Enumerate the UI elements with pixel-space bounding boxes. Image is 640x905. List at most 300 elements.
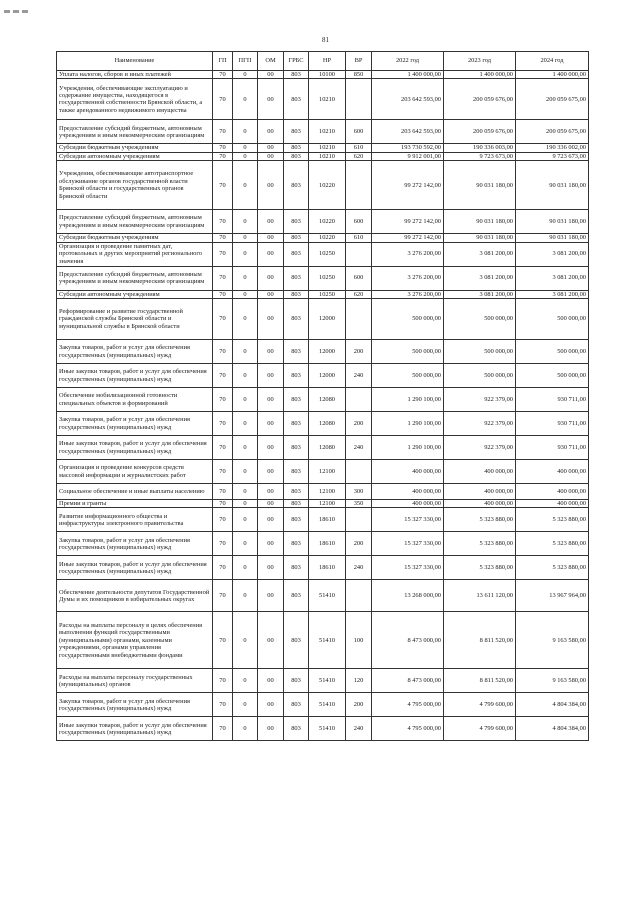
- cell-nr: 18610: [309, 532, 346, 556]
- cell-grbs: 803: [284, 79, 309, 120]
- cell-2022: 193 730 592,00: [372, 144, 444, 152]
- cell-2022: 4 795 000,00: [372, 693, 444, 717]
- cell-name: Расходы на выплаты персоналу в целях обеспечения выполнения функций государственными (муниципальными) органами, казенными учреждениями, органами управления государственными внебюджетными фондами: [57, 612, 213, 669]
- cell-gp: 70: [213, 79, 233, 120]
- cell-pgp: 0: [233, 717, 258, 741]
- cell-name: Реформирование и развитие государственной гражданской службы Брянской области и муниципальной службы в Брянской области: [57, 299, 213, 340]
- cell-om: 00: [258, 266, 284, 290]
- table-row: [57, 500, 589, 508]
- cell-om: 00: [258, 152, 284, 160]
- cell-nr: 18610: [309, 508, 346, 532]
- cell-2022: 15 327 330,00: [372, 532, 444, 556]
- cell-2022: 15 327 330,00: [372, 508, 444, 532]
- cell-2024: 5 323 880,00: [516, 532, 589, 556]
- cell-name: Иные закупки товаров, работ и услуг для обеспечения государственных (муниципальных) нужд: [57, 364, 213, 388]
- cell-om: 00: [258, 693, 284, 717]
- cell-pgp: 0: [233, 234, 258, 242]
- cell-name: Уплата налогов, сборов и иных платежей: [57, 71, 213, 79]
- cell-gp: 70: [213, 234, 233, 242]
- table-row: [57, 388, 589, 412]
- cell-grbs: 803: [284, 144, 309, 152]
- cell-2024: 90 031 180,00: [516, 210, 589, 234]
- cell-2022: 400 000,00: [372, 460, 444, 484]
- cell-om: 00: [258, 340, 284, 364]
- cell-om: 00: [258, 242, 284, 266]
- cell-name: Учреждения, обеспечивающие автотранспортное обслуживание органов государственной власти Брянской области и государственных органов Брянской области: [57, 161, 213, 210]
- cell-pgp: 0: [233, 612, 258, 669]
- cell-pgp: 0: [233, 412, 258, 436]
- cell-nr: 12100: [309, 460, 346, 484]
- cell-grbs: 803: [284, 161, 309, 210]
- cell-pgp: 0: [233, 144, 258, 152]
- cell-pgp: 0: [233, 532, 258, 556]
- cell-om: 00: [258, 436, 284, 460]
- cell-pgp: 0: [233, 120, 258, 144]
- cell-2022: 1 290 100,00: [372, 412, 444, 436]
- cell-grbs: 803: [284, 412, 309, 436]
- cell-nr: 12080: [309, 436, 346, 460]
- cell-grbs: 803: [284, 612, 309, 669]
- cell-gp: 70: [213, 364, 233, 388]
- cell-nr: 51410: [309, 717, 346, 741]
- cell-2022: 99 272 142,00: [372, 234, 444, 242]
- cell-2024: 9 163 580,00: [516, 612, 589, 669]
- cell-gp: 70: [213, 669, 233, 693]
- cell-grbs: 803: [284, 388, 309, 412]
- cell-nr: 12080: [309, 412, 346, 436]
- column-header-nr: НР: [309, 52, 346, 71]
- cell-vr: 240: [346, 364, 372, 388]
- column-header-vr: ВР: [346, 52, 372, 71]
- cell-name: Социальное обеспечение и иные выплаты населению: [57, 484, 213, 500]
- cell-grbs: 803: [284, 580, 309, 612]
- cell-name: Расходы на выплаты персоналу государственных (муниципальных) органов: [57, 669, 213, 693]
- cell-name: Обеспечение деятельности депутатов Государственной Думы и их помощников в избирательных округах: [57, 580, 213, 612]
- cell-vr: 200: [346, 340, 372, 364]
- cell-2022: 203 642 593,00: [372, 120, 444, 144]
- table-row: [57, 669, 589, 693]
- cell-grbs: 803: [284, 71, 309, 79]
- cell-grbs: 803: [284, 484, 309, 500]
- table-row: [57, 120, 589, 144]
- cell-om: 00: [258, 210, 284, 234]
- table-row: [57, 717, 589, 741]
- cell-2022: 9 912 001,00: [372, 152, 444, 160]
- cell-gp: 70: [213, 242, 233, 266]
- cell-grbs: 803: [284, 340, 309, 364]
- cell-2024: 5 323 880,00: [516, 508, 589, 532]
- cell-2023: 1 400 000,00: [444, 71, 516, 79]
- cell-2024: 9 723 673,00: [516, 152, 589, 160]
- cell-nr: 10250: [309, 242, 346, 266]
- cell-2023: 5 323 880,00: [444, 532, 516, 556]
- cell-vr: 200: [346, 412, 372, 436]
- cell-pgp: 0: [233, 364, 258, 388]
- cell-pgp: 0: [233, 299, 258, 340]
- cell-om: 00: [258, 500, 284, 508]
- cell-2024: 500 000,00: [516, 340, 589, 364]
- cell-nr: 12000: [309, 364, 346, 388]
- cell-pgp: 0: [233, 388, 258, 412]
- cell-nr: 10100: [309, 71, 346, 79]
- cell-gp: 70: [213, 500, 233, 508]
- cell-2023: 8 811 520,00: [444, 669, 516, 693]
- cell-pgp: 0: [233, 693, 258, 717]
- cell-pgp: 0: [233, 556, 258, 580]
- cell-2023: 90 031 180,00: [444, 210, 516, 234]
- cell-name: Иные закупки товаров, работ и услуг для обеспечения государственных (муниципальных) нужд: [57, 436, 213, 460]
- cell-2022: 3 276 200,00: [372, 290, 444, 298]
- cell-om: 00: [258, 556, 284, 580]
- cell-2024: 400 000,00: [516, 460, 589, 484]
- cell-gp: 70: [213, 340, 233, 364]
- cell-gp: 70: [213, 161, 233, 210]
- cell-om: 00: [258, 161, 284, 210]
- cell-gp: 70: [213, 436, 233, 460]
- cell-om: 00: [258, 460, 284, 484]
- cell-vr: 600: [346, 120, 372, 144]
- cell-2024: 3 081 200,00: [516, 242, 589, 266]
- cell-grbs: 803: [284, 532, 309, 556]
- cell-2024: 930 711,00: [516, 388, 589, 412]
- cell-2023: 200 059 676,00: [444, 79, 516, 120]
- cell-nr: 18610: [309, 556, 346, 580]
- column-header-name: Наименование: [57, 52, 213, 71]
- cell-om: 00: [258, 532, 284, 556]
- cell-gp: 70: [213, 388, 233, 412]
- cell-2024: 930 711,00: [516, 436, 589, 460]
- column-header-pgp: ПГП: [233, 52, 258, 71]
- cell-2022: 203 642 593,00: [372, 79, 444, 120]
- cell-nr: 10210: [309, 144, 346, 152]
- cell-name: Предоставление субсидий бюджетным, автономным учреждениям и иным некоммерческим организациям: [57, 266, 213, 290]
- cell-vr: 850: [346, 71, 372, 79]
- cell-2023: 3 081 200,00: [444, 290, 516, 298]
- table-row: [57, 144, 589, 152]
- cell-name: Иные закупки товаров, работ и услуг для обеспечения государственных (муниципальных) нужд: [57, 717, 213, 741]
- cell-nr: 10220: [309, 234, 346, 242]
- cell-pgp: 0: [233, 79, 258, 120]
- cell-gp: 70: [213, 532, 233, 556]
- table-row: [57, 693, 589, 717]
- cell-gp: 70: [213, 152, 233, 160]
- table-row: [57, 266, 589, 290]
- cell-pgp: 0: [233, 71, 258, 79]
- cell-pgp: 0: [233, 436, 258, 460]
- cell-name: Закупка товаров, работ и услуг для обеспечения государственных (муниципальных) нужд: [57, 340, 213, 364]
- table-row: [57, 161, 589, 210]
- cell-grbs: 803: [284, 508, 309, 532]
- cell-2023: 500 000,00: [444, 364, 516, 388]
- cell-2022: 15 327 330,00: [372, 556, 444, 580]
- cell-vr: [346, 242, 372, 266]
- cell-om: 00: [258, 388, 284, 412]
- table-row: [57, 580, 589, 612]
- table-row: [57, 484, 589, 500]
- cell-2023: 500 000,00: [444, 299, 516, 340]
- cell-vr: [346, 508, 372, 532]
- cell-gp: 70: [213, 71, 233, 79]
- cell-nr: 12100: [309, 484, 346, 500]
- column-header-2024: 2024 год: [516, 52, 589, 71]
- cell-vr: 200: [346, 693, 372, 717]
- cell-2024: 500 000,00: [516, 299, 589, 340]
- budget-table: [56, 51, 589, 741]
- cell-2022: 400 000,00: [372, 500, 444, 508]
- cell-grbs: 803: [284, 500, 309, 508]
- cell-2022: 8 473 000,00: [372, 612, 444, 669]
- cell-grbs: 803: [284, 210, 309, 234]
- cell-2023: 922 379,00: [444, 388, 516, 412]
- cell-pgp: 0: [233, 290, 258, 298]
- cell-2022: 3 276 200,00: [372, 266, 444, 290]
- cell-vr: 620: [346, 290, 372, 298]
- scan-artifact: [4, 0, 44, 6]
- cell-om: 00: [258, 299, 284, 340]
- cell-name: Организация и проведение конкурсов средств массовой информации и журналистских работ: [57, 460, 213, 484]
- cell-name: Развитие информационного общества и инфраструктуры электронного правительства: [57, 508, 213, 532]
- cell-vr: 200: [346, 532, 372, 556]
- cell-2024: 190 336 002,00: [516, 144, 589, 152]
- cell-pgp: 0: [233, 508, 258, 532]
- cell-nr: 10250: [309, 290, 346, 298]
- cell-2024: 200 059 675,00: [516, 120, 589, 144]
- cell-2022: 500 000,00: [372, 340, 444, 364]
- cell-grbs: 803: [284, 120, 309, 144]
- cell-om: 00: [258, 71, 284, 79]
- column-header-2023: 2023 год: [444, 52, 516, 71]
- cell-vr: [346, 161, 372, 210]
- cell-2024: 3 081 200,00: [516, 266, 589, 290]
- table-row: [57, 612, 589, 669]
- cell-gp: 70: [213, 266, 233, 290]
- table-row: [57, 71, 589, 79]
- cell-pgp: 0: [233, 161, 258, 210]
- cell-pgp: 0: [233, 580, 258, 612]
- cell-nr: 10250: [309, 266, 346, 290]
- table-header-row: [57, 52, 589, 71]
- table-row: [57, 79, 589, 120]
- cell-name: Закупка товаров, работ и услуг для обеспечения государственных (муниципальных) нужд: [57, 532, 213, 556]
- table-row: [57, 152, 589, 160]
- cell-2022: 99 272 142,00: [372, 161, 444, 210]
- cell-om: 00: [258, 120, 284, 144]
- cell-2023: 8 811 520,00: [444, 612, 516, 669]
- cell-2023: 3 081 200,00: [444, 242, 516, 266]
- cell-name: Предоставление субсидий бюджетным, автономным учреждениям и иным некоммерческим организациям: [57, 120, 213, 144]
- cell-name: Обеспечение мобилизационной готовности специальных объектов и формирований: [57, 388, 213, 412]
- cell-2023: 500 000,00: [444, 340, 516, 364]
- cell-2023: 200 059 676,00: [444, 120, 516, 144]
- cell-2023: 922 379,00: [444, 412, 516, 436]
- cell-vr: [346, 388, 372, 412]
- cell-grbs: 803: [284, 242, 309, 266]
- cell-2022: 500 000,00: [372, 299, 444, 340]
- cell-vr: [346, 79, 372, 120]
- cell-gp: 70: [213, 484, 233, 500]
- cell-om: 00: [258, 580, 284, 612]
- cell-grbs: 803: [284, 234, 309, 242]
- cell-2022: 400 000,00: [372, 484, 444, 500]
- table-row: [57, 436, 589, 460]
- cell-2024: 4 804 384,00: [516, 693, 589, 717]
- cell-2024: 930 711,00: [516, 412, 589, 436]
- cell-nr: 10220: [309, 210, 346, 234]
- cell-gp: 70: [213, 412, 233, 436]
- cell-gp: 70: [213, 717, 233, 741]
- cell-2023: 5 323 880,00: [444, 556, 516, 580]
- cell-2024: 400 000,00: [516, 484, 589, 500]
- cell-grbs: 803: [284, 152, 309, 160]
- cell-2022: 1 290 100,00: [372, 388, 444, 412]
- cell-nr: 12080: [309, 388, 346, 412]
- cell-om: 00: [258, 144, 284, 152]
- page-number: 81: [322, 36, 329, 44]
- cell-nr: 10210: [309, 120, 346, 144]
- column-header-gp: ГП: [213, 52, 233, 71]
- cell-om: 00: [258, 234, 284, 242]
- cell-2022: 1 400 000,00: [372, 71, 444, 79]
- cell-2024: 200 059 675,00: [516, 79, 589, 120]
- cell-gp: 70: [213, 460, 233, 484]
- cell-gp: 70: [213, 612, 233, 669]
- cell-grbs: 803: [284, 556, 309, 580]
- cell-vr: 600: [346, 210, 372, 234]
- cell-pgp: 0: [233, 242, 258, 266]
- cell-gp: 70: [213, 120, 233, 144]
- cell-grbs: 803: [284, 460, 309, 484]
- cell-name: Субсидии бюджетным учреждениям: [57, 234, 213, 242]
- cell-name: Учреждения, обеспечивающие эксплуатацию и содержание имущества, находящегося в государственной собственности Брянской области, а также арендованного недвижимого имущества: [57, 79, 213, 120]
- table-row: [57, 290, 589, 298]
- table-row: [57, 508, 589, 532]
- cell-grbs: 803: [284, 669, 309, 693]
- cell-vr: 100: [346, 612, 372, 669]
- cell-2024: 13 967 964,00: [516, 580, 589, 612]
- column-header-2022: 2022 год: [372, 52, 444, 71]
- cell-vr: 240: [346, 717, 372, 741]
- cell-2023: 90 031 180,00: [444, 161, 516, 210]
- cell-name: Закупка товаров, работ и услуг для обеспечения государственных (муниципальных) нужд: [57, 412, 213, 436]
- cell-vr: 610: [346, 144, 372, 152]
- cell-gp: 70: [213, 210, 233, 234]
- cell-2023: 400 000,00: [444, 484, 516, 500]
- cell-om: 00: [258, 669, 284, 693]
- cell-2024: 9 163 580,00: [516, 669, 589, 693]
- cell-2024: 4 804 384,00: [516, 717, 589, 741]
- cell-om: 00: [258, 364, 284, 388]
- cell-2022: 3 276 200,00: [372, 242, 444, 266]
- cell-name: Субсидии автономным учреждениям: [57, 290, 213, 298]
- cell-grbs: 803: [284, 364, 309, 388]
- cell-2023: 9 723 673,00: [444, 152, 516, 160]
- cell-vr: 610: [346, 234, 372, 242]
- table-row: [57, 412, 589, 436]
- cell-2023: 400 000,00: [444, 460, 516, 484]
- cell-gp: 70: [213, 580, 233, 612]
- cell-om: 00: [258, 717, 284, 741]
- cell-nr: 10210: [309, 79, 346, 120]
- cell-name: Организация и проведение памятных дат, протокольных и других мероприятий регионального значения: [57, 242, 213, 266]
- cell-name: Субсидии автономным учреждениям: [57, 152, 213, 160]
- cell-vr: 120: [346, 669, 372, 693]
- table-row: [57, 234, 589, 242]
- cell-gp: 70: [213, 693, 233, 717]
- table-row: [57, 210, 589, 234]
- cell-gp: 70: [213, 290, 233, 298]
- cell-name: Премии и гранты: [57, 500, 213, 508]
- cell-2024: 400 000,00: [516, 500, 589, 508]
- cell-name: Закупка товаров, работ и услуг для обеспечения государственных (муниципальных) нужд: [57, 693, 213, 717]
- table-row: [57, 556, 589, 580]
- cell-vr: 300: [346, 484, 372, 500]
- cell-nr: 51410: [309, 580, 346, 612]
- cell-nr: 51410: [309, 693, 346, 717]
- cell-2024: 5 323 880,00: [516, 556, 589, 580]
- table-row: [57, 460, 589, 484]
- cell-2023: 4 799 600,00: [444, 717, 516, 741]
- cell-pgp: 0: [233, 669, 258, 693]
- cell-om: 00: [258, 508, 284, 532]
- cell-vr: [346, 299, 372, 340]
- cell-nr: 12000: [309, 299, 346, 340]
- cell-gp: 70: [213, 144, 233, 152]
- table-row: [57, 532, 589, 556]
- cell-pgp: 0: [233, 460, 258, 484]
- cell-2022: 99 272 142,00: [372, 210, 444, 234]
- cell-om: 00: [258, 412, 284, 436]
- cell-grbs: 803: [284, 693, 309, 717]
- cell-pgp: 0: [233, 210, 258, 234]
- cell-2022: 8 473 000,00: [372, 669, 444, 693]
- cell-vr: [346, 580, 372, 612]
- cell-nr: 10210: [309, 152, 346, 160]
- table-row: [57, 340, 589, 364]
- cell-pgp: 0: [233, 484, 258, 500]
- cell-vr: 600: [346, 266, 372, 290]
- cell-2022: 500 000,00: [372, 364, 444, 388]
- table-row: [57, 242, 589, 266]
- table-row: [57, 364, 589, 388]
- cell-2024: 3 081 200,00: [516, 290, 589, 298]
- cell-name: Предоставление субсидий бюджетным, автономным учреждениям и иным некоммерческим организациям: [57, 210, 213, 234]
- cell-gp: 70: [213, 299, 233, 340]
- cell-2023: 190 336 003,00: [444, 144, 516, 152]
- cell-2022: 13 268 000,00: [372, 580, 444, 612]
- cell-2024: 90 031 180,00: [516, 161, 589, 210]
- cell-name: Субсидии бюджетным учреждениям: [57, 144, 213, 152]
- cell-nr: 10220: [309, 161, 346, 210]
- column-header-om: ОМ: [258, 52, 284, 71]
- cell-nr: 12100: [309, 500, 346, 508]
- column-header-grbs: ГРБС: [284, 52, 309, 71]
- cell-2024: 1 400 000,00: [516, 71, 589, 79]
- cell-vr: 240: [346, 556, 372, 580]
- cell-2024: 90 031 180,00: [516, 234, 589, 242]
- cell-vr: [346, 460, 372, 484]
- cell-gp: 70: [213, 508, 233, 532]
- cell-2023: 400 000,00: [444, 500, 516, 508]
- cell-nr: 51410: [309, 669, 346, 693]
- cell-grbs: 803: [284, 436, 309, 460]
- cell-vr: 350: [346, 500, 372, 508]
- cell-vr: 620: [346, 152, 372, 160]
- cell-om: 00: [258, 484, 284, 500]
- cell-2023: 922 379,00: [444, 436, 516, 460]
- cell-2023: 5 323 880,00: [444, 508, 516, 532]
- cell-om: 00: [258, 79, 284, 120]
- cell-2022: 4 795 000,00: [372, 717, 444, 741]
